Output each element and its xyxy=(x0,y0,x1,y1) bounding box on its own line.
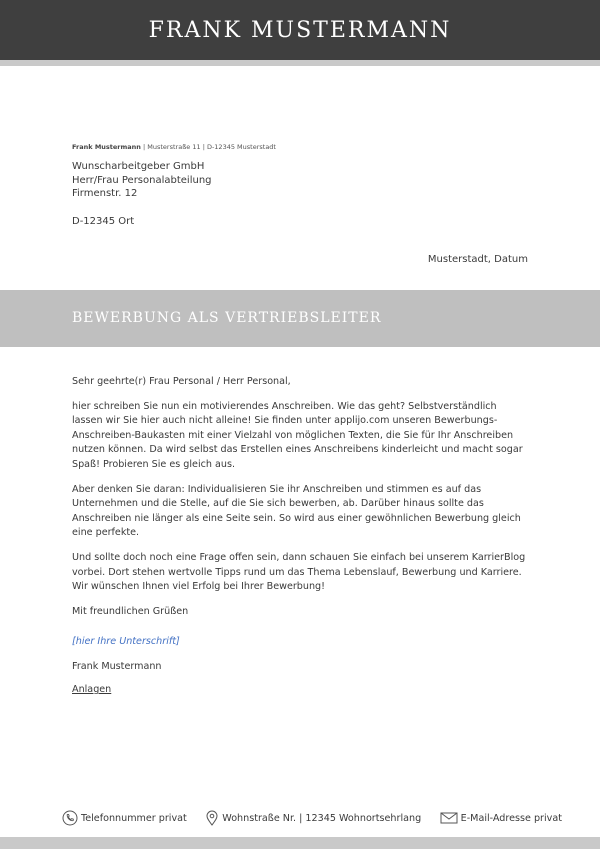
subject-line: BEWERBUNG ALS VERTRIEBSLEITER xyxy=(72,310,382,326)
footer-email-text: E-Mail-Adresse privat xyxy=(460,812,562,824)
footer xyxy=(62,808,562,828)
signature-name: Frank Mustermann xyxy=(72,660,162,672)
salutation: Sehr geehrte(r) Frau Personal / Herr Personal, xyxy=(72,376,291,387)
paragraph-3: Und sollte doch noch eine Frage offen sein, dann schauen Sie einfach bei unserem KarrierBlog vorbei. Dort stehen wertvolle Tipps rund um das Thema Lebenslauf, Bewerbung und Karriere. Wir wünschen Ihnen viel Erfolg bei Ihrer Bewerbung! xyxy=(72,551,526,593)
header-stripe xyxy=(0,60,600,66)
letter-body xyxy=(72,375,530,685)
attachments-label[interactable]: Anlagen xyxy=(72,684,112,695)
footer-stripe xyxy=(0,837,600,849)
recipient-street: Firmenstr. 12 xyxy=(72,188,138,199)
phone-icon xyxy=(62,810,78,826)
closing: Mit freundlichen Grüßen xyxy=(72,605,189,617)
paragraph-1: hier schreiben Sie nun ein motivierendes Anschreiben. Wie das geht? Selbstverständlich lassen wir Sie hier auch nicht alleine! Sie finden unter applijo.com unseren Bewerbungs-Anschreiben-Baukasten mit einer Vielzahl von möglichen Texten, die Sie für Ihr Anschreiben nutzen können. Da wird selbst das Erstellen eines Anschreibens kinderleicht und macht sogar Spaß! Probieren Sie es gleich aus. xyxy=(72,400,523,470)
subject-band xyxy=(0,290,600,347)
footer-phone xyxy=(62,810,187,826)
location-pin-icon xyxy=(205,810,219,826)
footer-address xyxy=(205,810,421,826)
footer-address-text: Wohnstraße Nr. | 12345 Wohnortsehrlang xyxy=(222,812,422,824)
sender-address: | Musterstraße 11 | D-12345 Musterstadt xyxy=(143,143,276,151)
header-name: FRANK MUSTERMANN xyxy=(148,17,452,43)
footer-email xyxy=(440,811,562,825)
paragraph-2: Aber denken Sie daran: Individualisieren Sie ihr Anschreiben und stimmen es auf das Unternehmen und die Stelle, auf die Sie sich bewerben, ab. Darüber hinaus sollte das Anschreiben nie länger als eine Seite sein. So wird aus einer gewöhnlichen Bewerbung gleich eine perfekte. xyxy=(72,483,521,539)
recipient-contact: Herr/Frau Personalabteilung xyxy=(72,174,212,186)
signature-hint[interactable]: [hier Ihre Unterschrift] xyxy=(72,636,180,648)
letter-header xyxy=(0,0,600,60)
footer-phone-text: Telefonnummer privat xyxy=(81,812,187,824)
recipient-address xyxy=(72,160,212,228)
envelope-icon xyxy=(440,811,458,825)
sender-name: Frank Mustermann xyxy=(72,143,141,151)
recipient-city: D-12345 Ort xyxy=(72,215,135,227)
recipient-company: Wunscharbeitgeber GmbH xyxy=(72,161,205,172)
sender-line xyxy=(72,143,276,151)
place-date: Musterstadt, Datum xyxy=(427,254,528,265)
